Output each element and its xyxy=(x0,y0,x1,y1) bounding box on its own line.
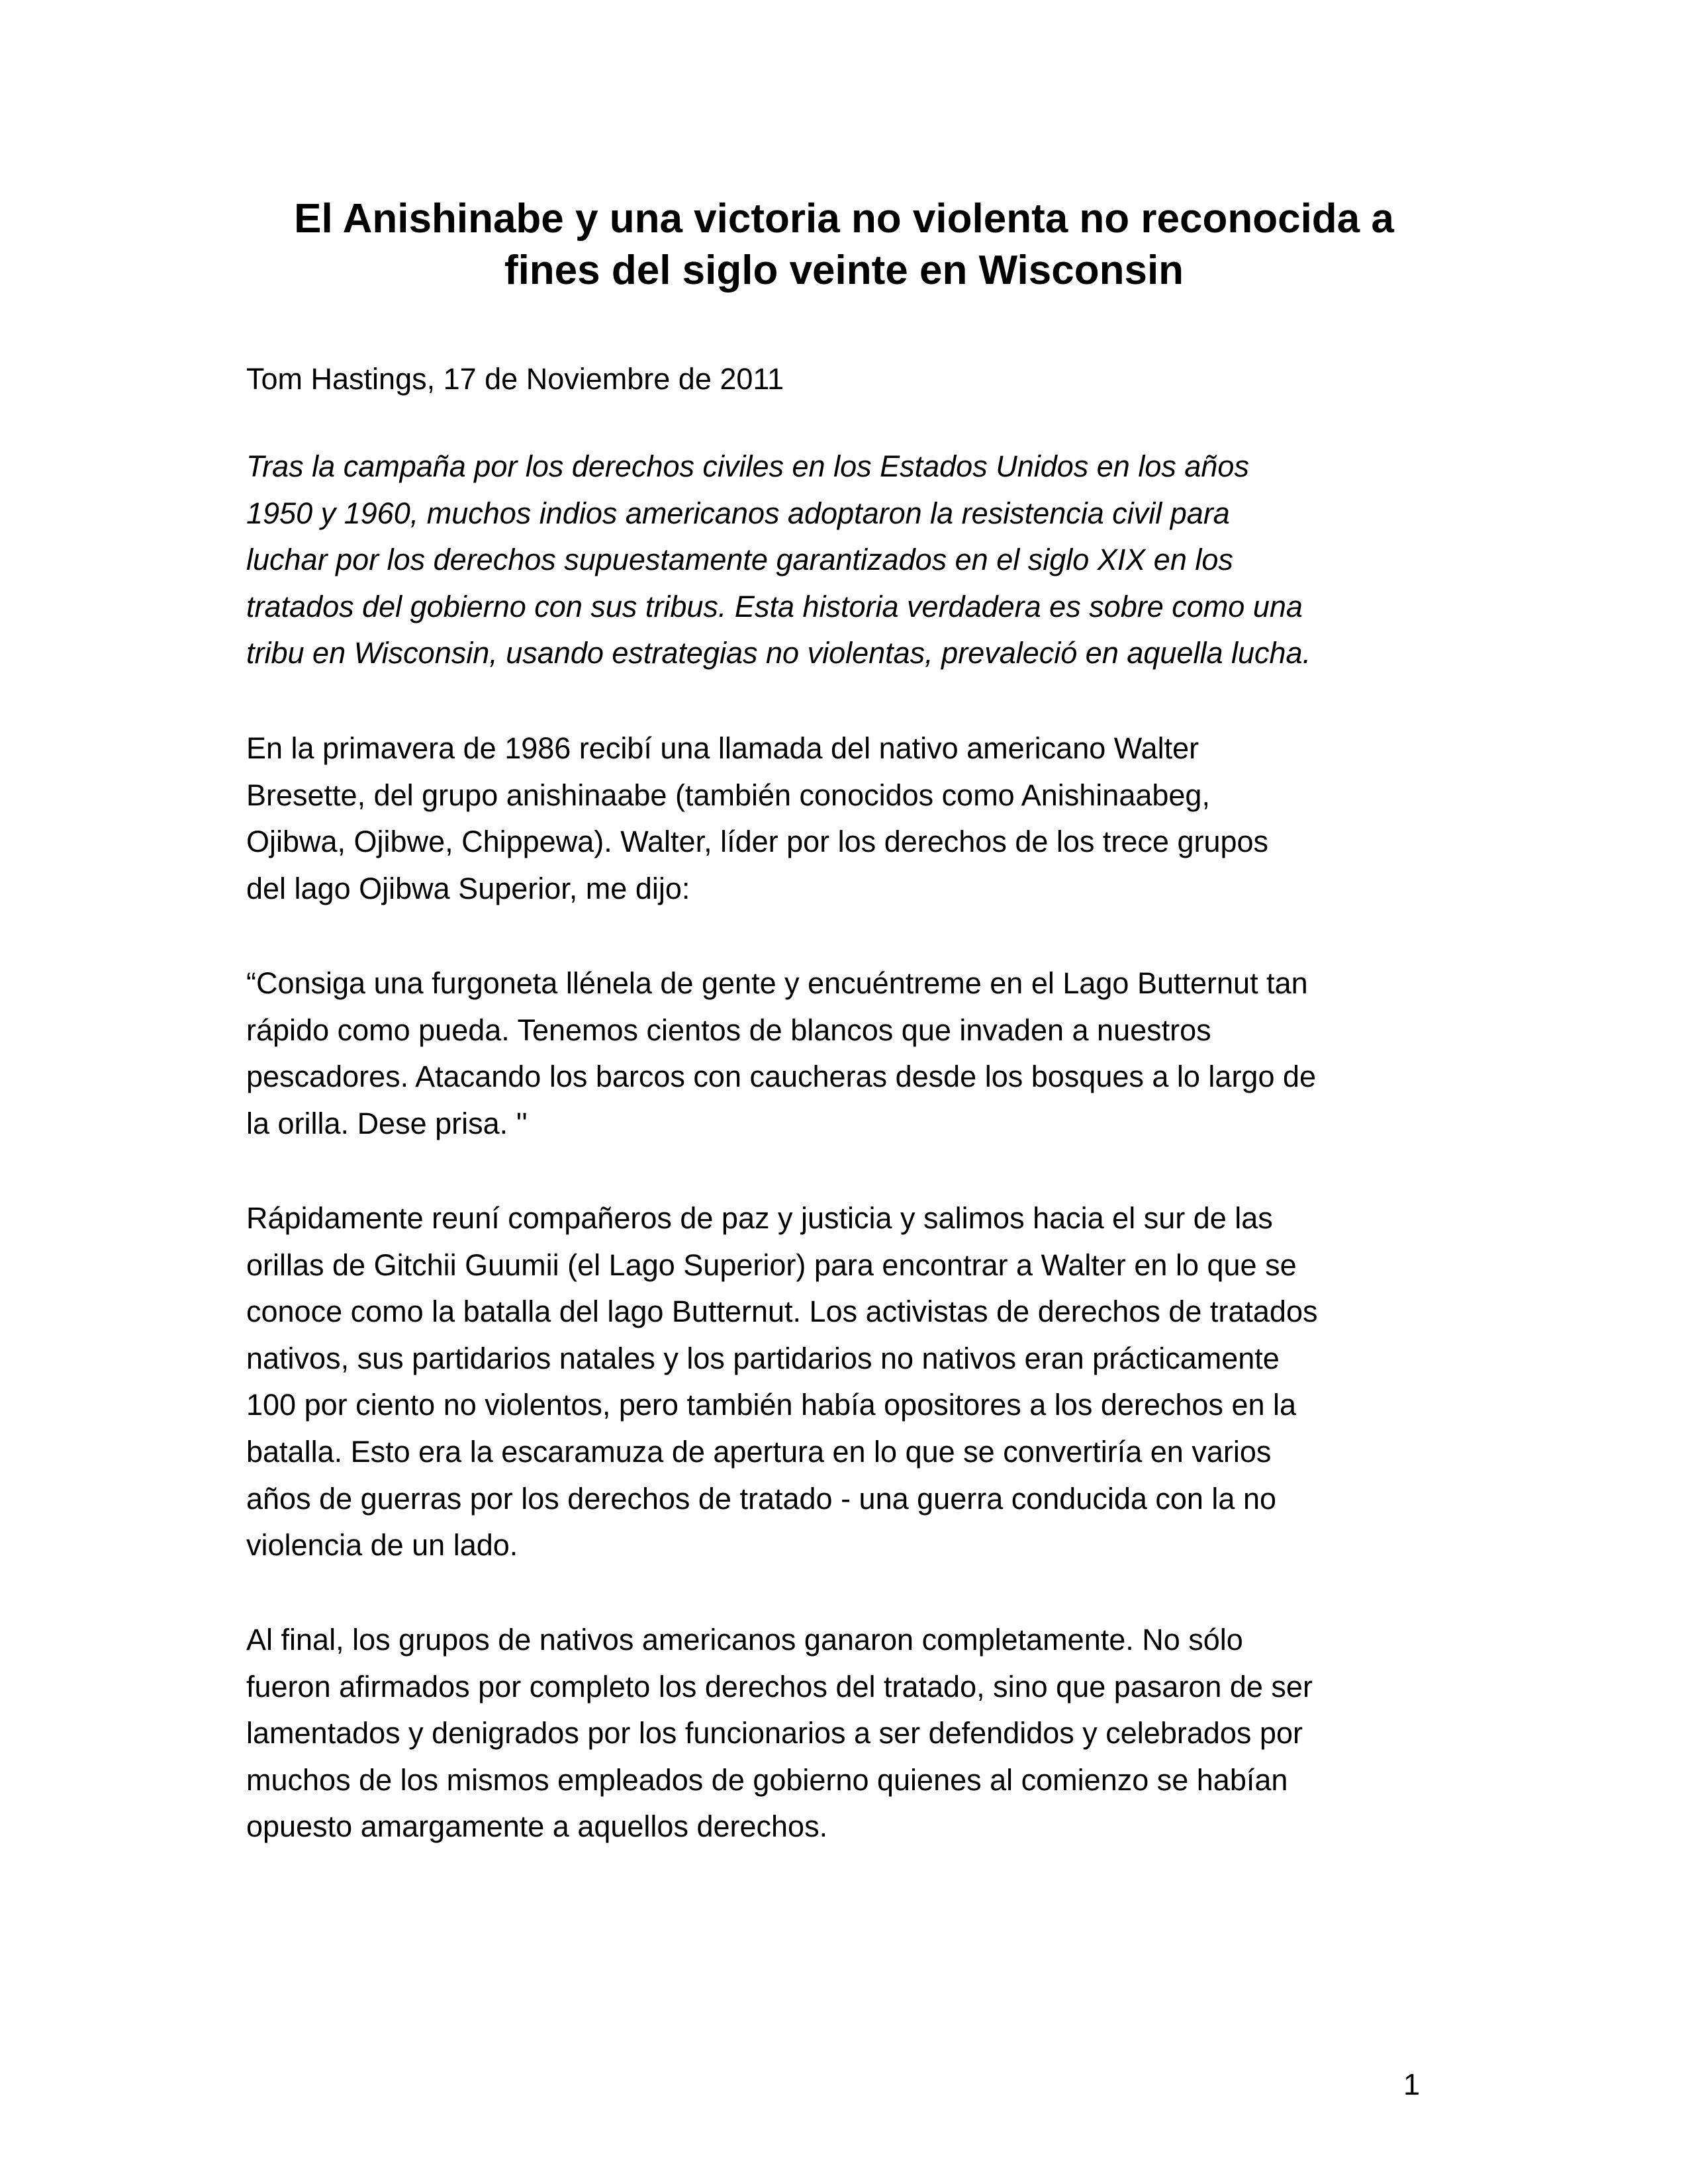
text-line: años de guerras por los derechos de tratado - una guerra conducida con la no xyxy=(246,1481,1277,1516)
document-title xyxy=(245,193,1443,296)
text-line: rápido como pueda. Tenemos cientos de blancos que invaden a nuestros xyxy=(246,1013,1211,1047)
text-line: la orilla. Dese prisa. '' xyxy=(246,1106,528,1140)
body-paragraph-4 xyxy=(246,1617,1451,1850)
title-line: fines del siglo veinte en Wisconsin xyxy=(504,248,1184,293)
body-paragraph-1 xyxy=(246,725,1451,912)
text-line: En la primavera de 1986 recibí una llamada del nativo americano Walter xyxy=(246,731,1199,765)
text-line: nativos, sus partidarios natales y los partidarios no nativos eran prácticamente xyxy=(246,1341,1280,1375)
text-line: 100 por ciento no violentos, pero también había opositores a los derechos en la xyxy=(246,1388,1297,1422)
page-number: 1 xyxy=(1403,2068,1421,2101)
text-line: luchar por los derechos supuestamente garantizados en el siglo XIX en los xyxy=(246,543,1233,577)
text-line: Rápidamente reuní compañeros de paz y justicia y salimos hacia el sur de las xyxy=(246,1201,1273,1235)
text-line: orillas de Gitchii Guumii (el Lago Superior) para encontrar a Walter en lo que se xyxy=(246,1248,1297,1282)
intro-paragraph xyxy=(246,443,1451,677)
text-line: tratados del gobierno con sus tribus. Esta historia verdadera es sobre como una xyxy=(246,589,1303,623)
text-line: Al final, los grupos de nativos americanos ganaron completamente. No sólo xyxy=(246,1623,1243,1657)
text-line: batalla. Esto era la escaramuza de apertura en lo que se convertiría en varios xyxy=(246,1434,1272,1469)
text-line: 1950 y 1960, muchos indios americanos adoptaron la resistencia civil para xyxy=(246,496,1230,530)
text-line: tribu en Wisconsin, usando estrategias no violentas, prevaleció en aquella lucha. xyxy=(246,636,1311,670)
text-line: Bresette, del grupo anishinaabe (también conocidos como Anishinaabeg, xyxy=(246,778,1210,812)
text-line: lamentados y denigrados por los funcionarios a ser defendidos y celebrados por xyxy=(246,1716,1303,1751)
byline: Tom Hastings, 17 de Noviembre de 2011 xyxy=(246,362,784,396)
text-line: conoce como la batalla del lago Butternut. Los activistas de derechos de tratados xyxy=(246,1295,1318,1329)
body-paragraph-3 xyxy=(246,1195,1451,1569)
text-line: fueron afirmados por completo los derechos del tratado, sino que pasaron de ser xyxy=(246,1669,1313,1704)
text-line: opuesto amargamente a aquellos derechos. xyxy=(246,1809,828,1844)
text-line: violencia de un lado. xyxy=(246,1528,518,1563)
title-line: El Anishinabe y una victoria no violenta no reconocida a xyxy=(294,196,1394,242)
text-line: muchos de los mismos empleados de gobierno quienes al comienzo se habían xyxy=(246,1762,1288,1797)
text-line: Ojibwa, Ojibwe, Chippewa). Walter, líder por los derechos de los trece grupos xyxy=(246,825,1269,859)
text-line: del lago Ojibwa Superior, me dijo: xyxy=(246,871,690,905)
text-line: “Consiga una furgoneta llénela de gente y encuéntreme en el Lago Butternut tan xyxy=(246,966,1308,1000)
text-line: pescadores. Atacando los barcos con caucheras desde los bosques a lo largo de xyxy=(246,1060,1317,1094)
text-line: Tras la campaña por los derechos civiles en los Estados Unidos en los años xyxy=(246,449,1249,483)
quote-paragraph xyxy=(246,960,1451,1147)
